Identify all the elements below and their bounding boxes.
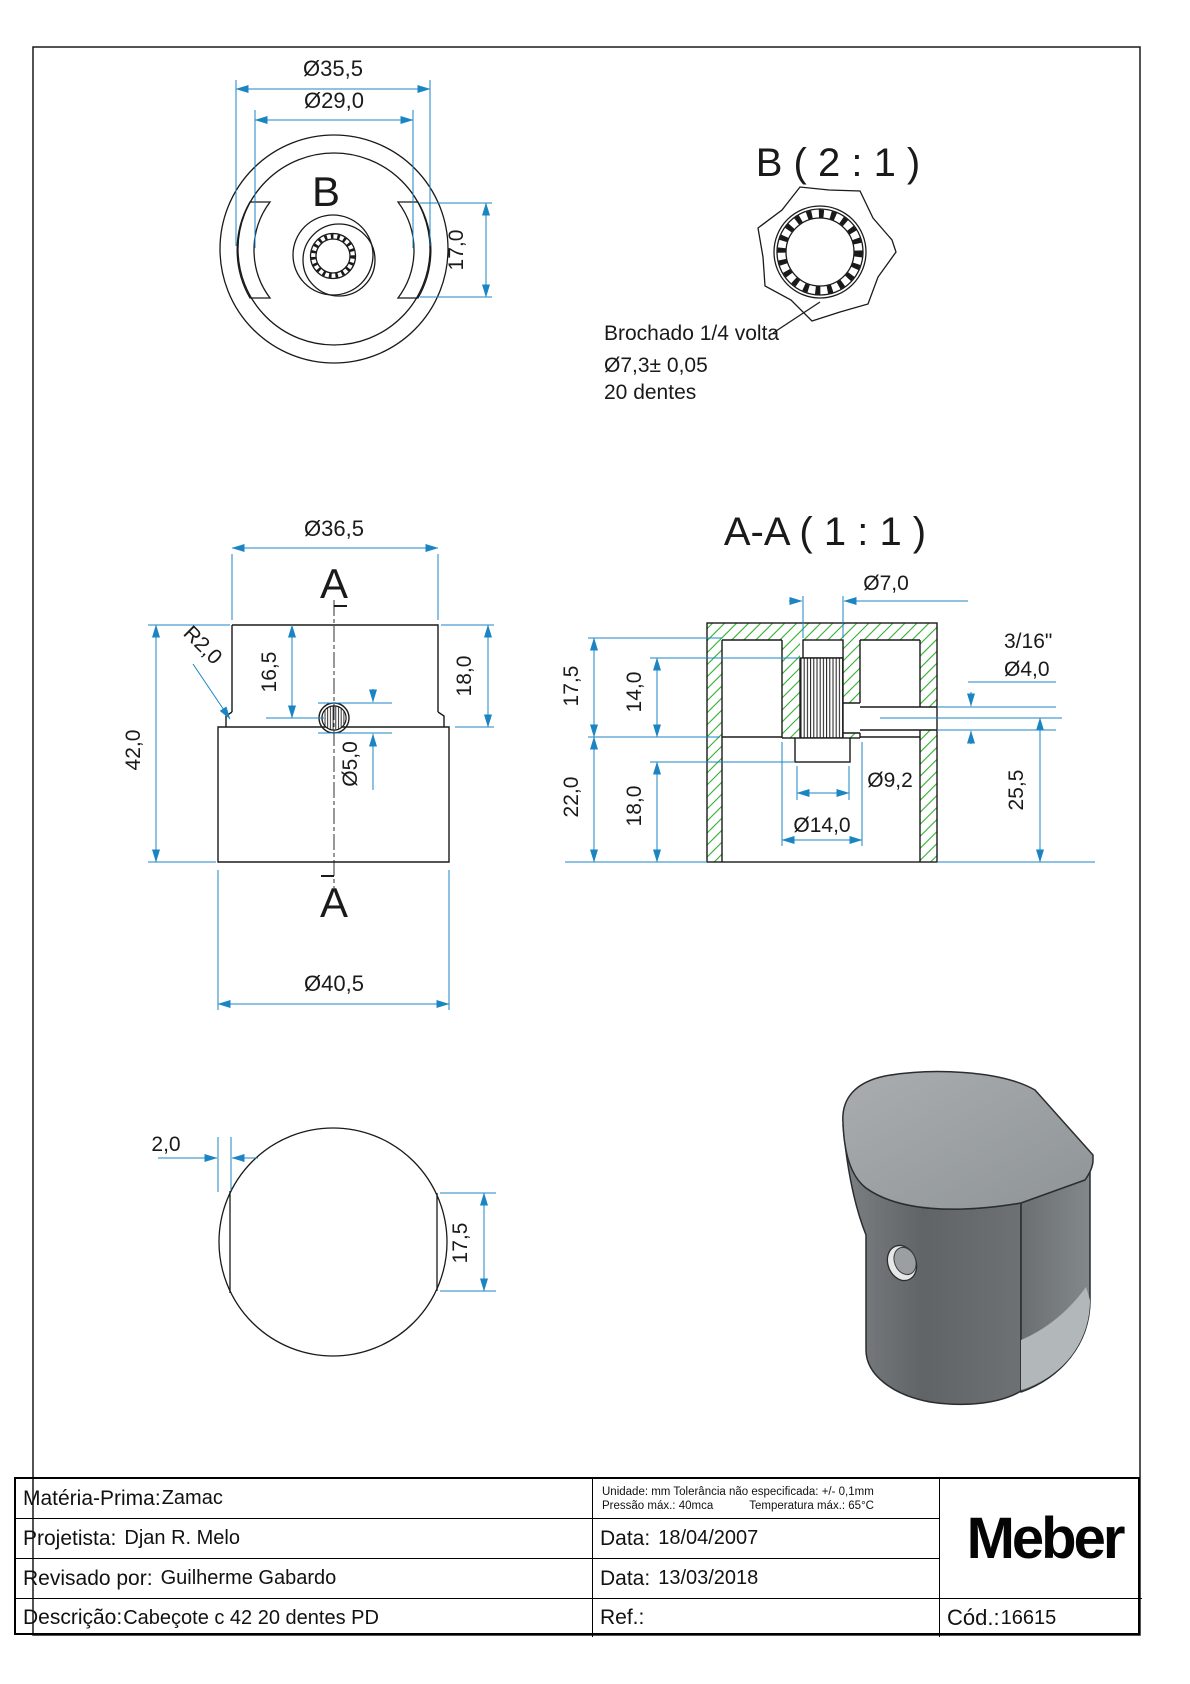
section-label-top: A (319, 560, 349, 607)
iso-3d-view (843, 1072, 1093, 1405)
meber-logo: Meber (966, 1506, 1123, 1571)
detail-b-title: B ( 2 : 1 ) (755, 141, 921, 185)
revisado-cell (16, 1558, 592, 1598)
materia-prima-cell (16, 1479, 592, 1518)
dim-slot-inner-diameter: Ø29,0 (304, 88, 364, 113)
bottom-view-dim-lines (158, 1137, 496, 1291)
cod-label: Cód.: (947, 1605, 1000, 1630)
dim-boss-outer: Ø14,0 (793, 814, 851, 837)
dim-bottom-diameter: Ø40,5 (304, 971, 364, 996)
note-temperature: Temperatura máx.: 65°C (749, 1499, 874, 1512)
dim-boss-inner: Ø9,2 (867, 769, 913, 792)
dim-side-hole-diameter: Ø5,0 (339, 741, 362, 787)
dim-step-height: 18,0 (453, 655, 476, 697)
ref-label: Ref.: (600, 1606, 645, 1629)
data2-value: 13/03/2018 (658, 1567, 759, 1589)
detail-b-geometry (758, 187, 896, 333)
detail-b-view (604, 141, 920, 404)
front-view (122, 516, 494, 1010)
front-view-geometry (218, 625, 449, 862)
projetista-value: Djan R. Melo (124, 1527, 240, 1549)
materia-prima-label: Matéria-Prima: (23, 1486, 161, 1510)
dim-slot-height: 17,0 (445, 229, 468, 271)
data1-cell (592, 1518, 939, 1558)
note-broach: Brochado 1/4 volta (604, 322, 780, 345)
front-view-dim-lines (148, 548, 494, 1010)
bottom-view (151, 1128, 496, 1356)
projetista-label: Projetista: (23, 1526, 117, 1550)
note-line-units: Unidade: mm Tolerância não especificada: +/- 0,1mm (602, 1485, 874, 1498)
section-label-bottom: A (319, 879, 349, 926)
materia-prima-value: Zamac (161, 1487, 223, 1509)
data1-value: 18/04/2007 (658, 1527, 759, 1549)
data2-cell (592, 1558, 939, 1598)
dim-corner-radius: R2,0 (178, 621, 227, 670)
dim-depth-22: 22,0 (560, 776, 583, 818)
logo-cell (939, 1479, 1142, 1598)
top-view (220, 56, 492, 363)
cod-cell (939, 1598, 1142, 1637)
note-spline-diameter: Ø7,3± 0,05 (604, 354, 708, 377)
dim-slot-outer-diameter: Ø35,5 (303, 56, 363, 81)
data1-label: Data: (600, 1526, 651, 1550)
dim-total-height: 42,0 (122, 729, 145, 771)
note-pressure: Pressão máx.: 40mca (602, 1499, 714, 1512)
dim-flat-depth: 2,0 (151, 1133, 181, 1156)
revisado-value: Guilherme Gabardo (160, 1567, 337, 1589)
title-block (14, 1477, 1140, 1635)
section-aa-title: A-A ( 1 : 1 ) (723, 510, 927, 554)
bottom-view-geometry (219, 1128, 447, 1356)
dim-depth-17-5: 17,5 (560, 665, 583, 707)
dim-flat-height: 17,5 (449, 1222, 472, 1264)
detail-callout-label: B (311, 168, 341, 215)
dim-top-diameter: Ø36,5 (304, 516, 364, 541)
tolerance-note-cell (592, 1479, 939, 1518)
dim-side-hole-height: 25,5 (1005, 769, 1028, 811)
section-aa-view (560, 510, 1095, 862)
dim-hole-depth: 16,5 (258, 651, 281, 693)
projetista-cell (16, 1518, 592, 1558)
iso-top-face (843, 1072, 1093, 1210)
dim-side-hole-mm: Ø4,0 (1004, 658, 1050, 681)
dim-spline-bore: Ø7,0 (863, 572, 909, 595)
descricao-label: Descrição: (23, 1606, 123, 1629)
note-teeth-count: 20 dentes (604, 381, 697, 404)
dim-depth-14: 14,0 (623, 671, 646, 713)
ref-cell (592, 1598, 939, 1637)
revisado-label: Revisado por: (23, 1566, 153, 1590)
cod-value: 16615 (1000, 1606, 1057, 1629)
descricao-value: Cabeçote c 42 20 dentes PD (123, 1606, 379, 1629)
data2-label: Data: (600, 1566, 651, 1590)
dim-depth-18: 18,0 (623, 785, 646, 827)
descricao-cell (16, 1598, 592, 1637)
dim-side-hole-inch: 3/16" (1004, 630, 1053, 653)
broach-leader-line (773, 302, 820, 333)
